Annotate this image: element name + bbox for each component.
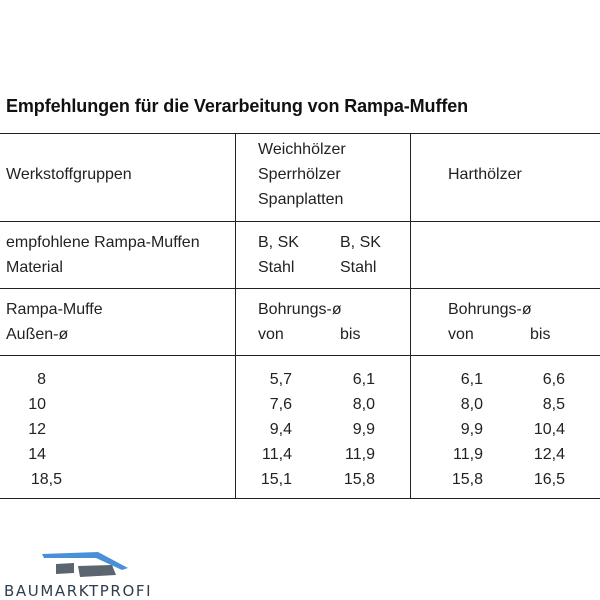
bohrung-label-hard: Bohrungs-ø <box>448 301 532 318</box>
table-cell-soft-von: 5,7 <box>269 371 292 388</box>
bis-label-hard: bis <box>530 326 551 343</box>
table-cell-diameter: 10 <box>28 396 46 413</box>
recommend-label: Material <box>6 259 63 276</box>
bohrung-label-soft: Bohrungs-ø <box>258 301 342 318</box>
table-cell-soft-bis: 11,9 <box>345 446 375 463</box>
table-rule <box>0 221 600 222</box>
table-cell-soft-von: 7,6 <box>269 396 292 413</box>
von-label-soft: von <box>258 326 284 343</box>
table-cell-hard-von: 6,1 <box>460 371 483 388</box>
header-hard-label: Harthölzer <box>448 166 522 183</box>
table-rule-bottom <box>0 498 600 499</box>
header-soft-line: Spanplatten <box>258 191 344 208</box>
table-rule <box>0 288 600 289</box>
table-cell-soft-bis: 9,9 <box>352 421 375 438</box>
table-cell-soft-bis: 6,1 <box>352 371 375 388</box>
recommendation-table <box>0 133 600 499</box>
table-cell-hard-bis: 8,5 <box>542 396 565 413</box>
page-title: Empfehlungen für die Verarbeitung von Rampa-Muffen <box>6 96 469 116</box>
table-rule-top <box>0 133 600 134</box>
roof-icon <box>0 548 170 582</box>
table-cell-hard-bis: 12,4 <box>533 446 565 463</box>
header-group-label: Werkstoffgruppen <box>6 166 132 183</box>
recommend-soft-bis: B, SK <box>340 234 381 251</box>
table-cell-soft-bis: 8,0 <box>352 396 375 413</box>
recommend-soft-von: Stahl <box>258 259 295 276</box>
table-cell-hard-bis: 6,6 <box>542 371 565 388</box>
muffe-label: Außen-ø <box>6 326 69 343</box>
table-cell-soft-von: 15,1 <box>260 471 292 488</box>
table-cell-diameter: 8 <box>37 371 46 388</box>
table-rule <box>0 355 600 356</box>
table-cell-hard-von: 11,9 <box>453 446 483 463</box>
bis-label-soft: bis <box>340 326 361 343</box>
table-cell-diameter: 18,5 <box>30 471 62 488</box>
table-cell-hard-von: 15,8 <box>451 471 483 488</box>
von-label-hard: von <box>448 326 474 343</box>
table-cell-diameter: 14 <box>28 446 46 463</box>
table-cell-hard-von: 9,9 <box>460 421 483 438</box>
table-cell-soft-von: 9,4 <box>269 421 292 438</box>
table-cell-soft-von: 11,4 <box>262 446 292 463</box>
brand-logo <box>0 548 170 600</box>
table-cell-hard-bis: 16,5 <box>533 471 565 488</box>
table-cell-diameter: 12 <box>28 421 46 438</box>
header-soft-line: Weichhölzer <box>258 141 346 158</box>
recommend-label: empfohlene Rampa-Muffen <box>6 234 200 251</box>
muffe-label: Rampa-Muffe <box>6 301 103 318</box>
table-cell-hard-von: 8,0 <box>460 396 483 413</box>
table-cell-hard-bis: 10,4 <box>533 421 565 438</box>
data-rows <box>0 367 600 492</box>
recommend-soft-von: B, SK <box>258 234 299 251</box>
recommend-soft-bis: Stahl <box>340 259 377 276</box>
header-soft-line: Sperrhölzer <box>258 166 341 183</box>
brand-name: BAUMARKTPROFI <box>4 582 153 600</box>
table-cell-soft-bis: 15,8 <box>343 471 375 488</box>
